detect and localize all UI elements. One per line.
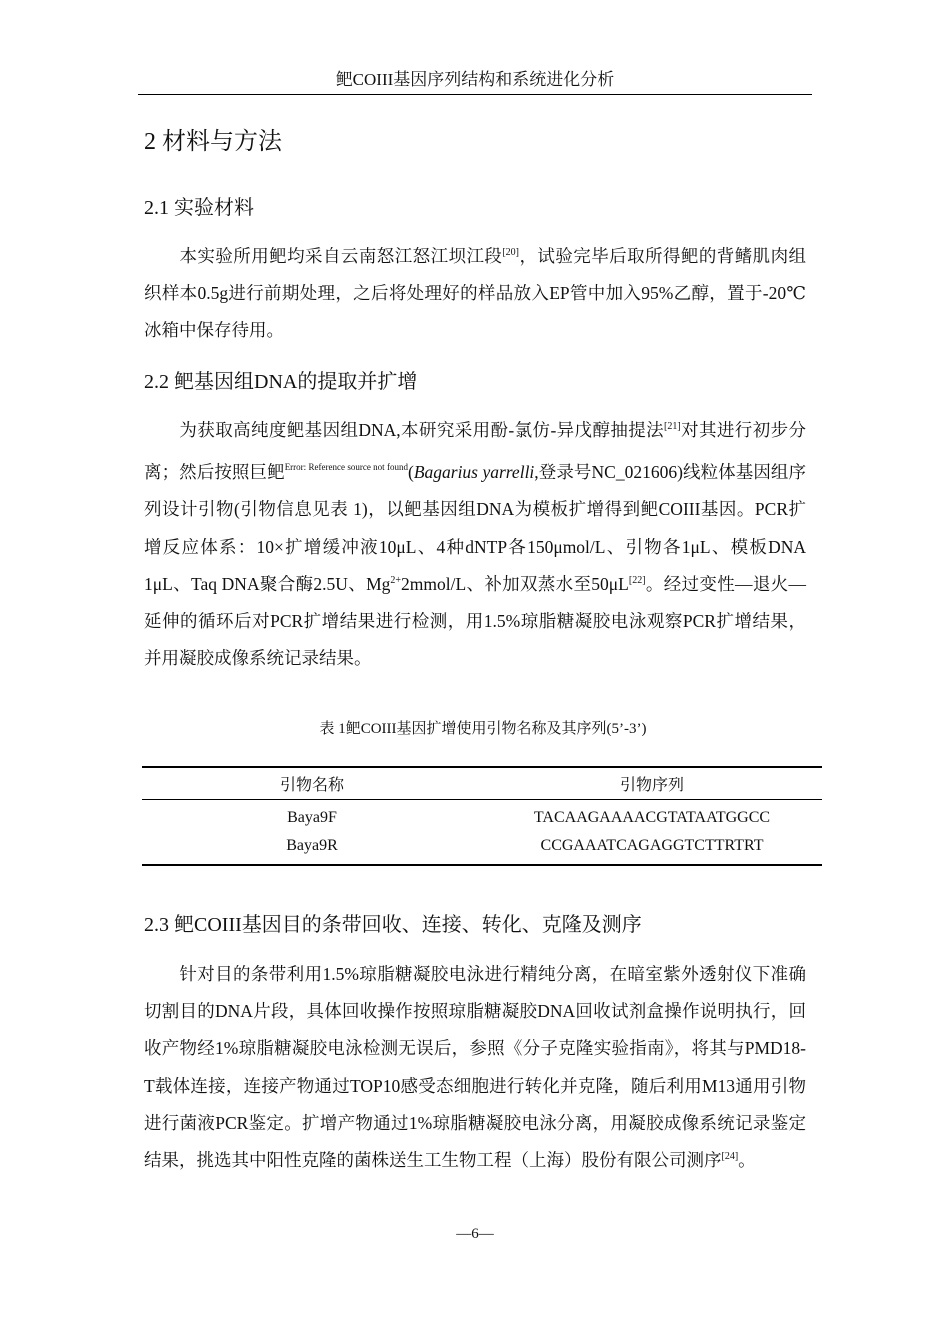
column-header-primer-name: 引物名称: [142, 767, 482, 800]
table-row: [142, 832, 822, 865]
subsection-2-2-paragraph: 为获取高纯度鲃基因组DNA,本研究采用酚-氯仿-异戊醇抽提法[21]对其进行初步分离；然后按照巨鲃$^{Error: Reference source not found}$(Bagarius yarrelli,登录号NC_021606)线粒体基因组序列设计引物(引物信息见表 1)，以鲃基因组DNA为模板扩增得到鲃COIII基因。PCR扩增反应体系：10×扩增缓冲液10μL、4种dNTP各150μmol/L、引物各1μL、模板DNA 1μL、Taq DNA聚合酶2.5U、$Mg^{2+}2mmol/L$、补加双蒸水至50μL[22]。经过变性—退火—延伸的循环后对PCR扩增结果进行检测，用1.5%琼脂糖凝胶电泳观察PCR扩增结果，并用凝胶成像系统记录结果。: [144, 420, 807, 669]
primer-sequence-cell: CCGAAATCAGAGGTCTTRTRT: [540, 837, 764, 854]
column-header-primer-sequence: 引物序列: [482, 767, 822, 800]
ion-charge: 2+: [390, 574, 402, 586]
primer-sequence-cell: TACAAGAAAACGTATAATGGCC: [533, 809, 771, 826]
section-title: 2 材料与方法: [144, 129, 282, 155]
table-header-row: [142, 767, 822, 800]
subsection-2-3-title: 2.3 鲃COIII基因目的条带回收、连接、转化、克隆及测序: [144, 914, 642, 936]
primer-table: [142, 766, 822, 866]
page-number: —6—: [456, 1226, 494, 1242]
subsection-2-3-paragraph: 针对目的条带利用1.5%琼脂糖凝胶电泳进行精纯分离，在暗室紫外透射仪下准确切割目的DNA片段，具体回收操作按照琼脂糖凝胶DNA回收试剂盒操作说明执行，回收产物经1%琼脂糖凝胶电泳检测无误后，参照《分子克隆实验指南》，将其与PMD18-T载体连接，连接产物通过TOP10感受态细胞进行转化并克隆，随后利用M13通用引物进行菌液PCR鉴定。扩增产物通过1%琼脂糖凝胶电泳分离，用凝胶成像系统记录鉴定结果，挑选其中阳性克隆的菌株送生工生物工程（上海）股份有限公司测序[24]。: [144, 964, 806, 1171]
subsection-2-1-paragraph: 本实验所用鲃均采自云南怒江怒江坝江段[20]，试验完毕后取所得鲃的背鳍肌肉组织样本0.5g进行前期处理，之后将处理好的样品放入EP管中加入95%乙醇，置于-20℃冰箱中保存待用。: [144, 246, 807, 341]
table-row: [142, 800, 822, 833]
species-name: Bagarius yarrelli: [413, 462, 535, 483]
reference-error-note: Error: Reference source not found: [284, 462, 408, 473]
running-header: 鲃COIII基因序列结构和系统进化分析: [138, 68, 812, 95]
subsection-2-1-title: 2.1 实验材料: [144, 197, 254, 219]
primer-name-cell: Baya9F: [287, 809, 337, 826]
citation-20: [20]: [502, 247, 519, 258]
citation-21: [21]: [664, 421, 681, 432]
primer-name-cell: Baya9R: [286, 837, 338, 854]
citation-22: [22]: [628, 574, 646, 586]
citation-24: [24]: [721, 1151, 739, 1163]
subsection-2-2-title: 2.2 鲃基因组DNA的提取并扩增: [144, 371, 418, 393]
table-1-caption: 表 1鲃COIII基因扩增使用引物名称及其序列(5’-3’): [319, 721, 647, 737]
